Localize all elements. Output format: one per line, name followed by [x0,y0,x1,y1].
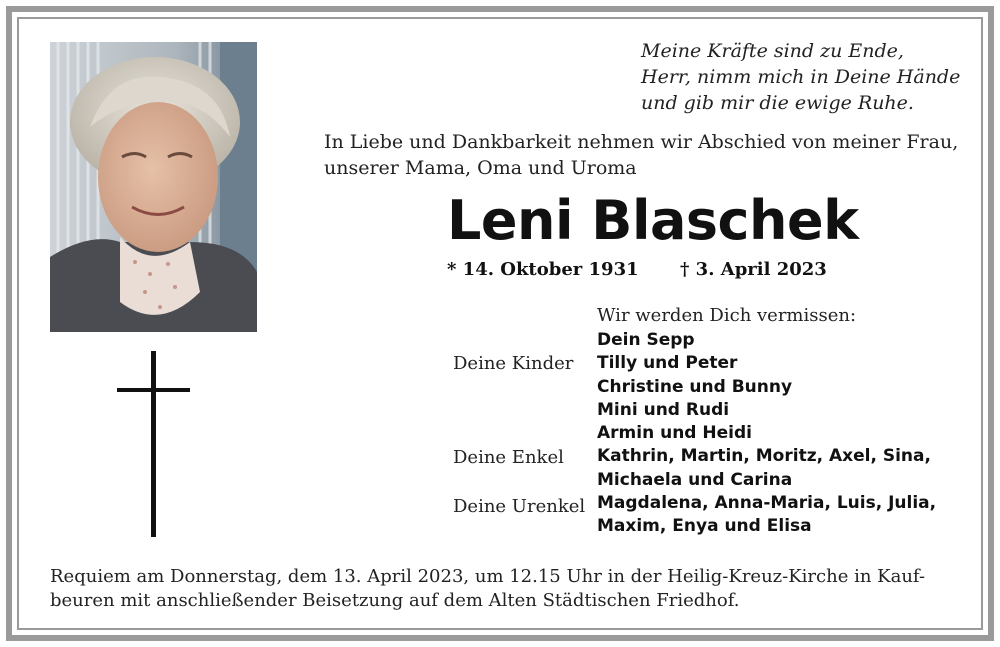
spouse-name: Dein Sepp [597,330,695,350]
great-grandchildren-label: Deine Urenkel [453,496,586,517]
poem-line: Herr, nimm mich in Deine Hände [641,66,961,88]
child-name: Mini und Rudi [597,399,730,420]
birth-date: * 14. Oktober 1931 [447,259,639,280]
death-date: † 3. April 2023 [680,259,827,280]
portrait-photo [50,42,257,332]
cross-icon [117,351,190,537]
intro-text [324,129,964,181]
child-name: Tilly und Peter [597,353,738,374]
mourners-heading: Wir werden Dich vermissen: [597,305,857,326]
child-name: Christine und Bunny [597,376,793,397]
intro-line: In Liebe und Dankbarkeit nehmen wir Abschied von meiner Frau, [324,131,959,153]
grandchildren-line: Michaela und Carina [597,469,793,490]
great-grandchildren-line: Maxim, Enya und Elisa [597,516,812,537]
intro-line: unserer Mama, Oma und Uroma [324,157,637,179]
service-line: beuren mit anschließender Beisetzung auf dem Alten Städtischen Friedhof. [50,590,740,611]
grandchildren-label: Deine Enkel [453,447,564,468]
poem-line: Meine Kräfte sind zu Ende, [641,40,904,62]
grandchildren-line: Kathrin, Martin, Moritz, Axel, Sina, [597,446,931,467]
service-details [50,565,960,613]
deceased-name: Leni Blaschek [447,189,859,252]
great-grandchildren-line: Magdalena, Anna-Maria, Luis, Julia, [597,493,937,514]
poem [641,38,971,116]
poem-line: und gib mir die ewige Ruhe. [641,92,914,114]
service-line: Requiem am Donnerstag, dem 13. April 2023, um 12.15 Uhr in der Heilig-Kreuz-Kirche in Kauf- [50,566,926,587]
mourner-names [597,329,936,539]
child-name: Armin und Heidi [597,423,752,444]
children-label: Deine Kinder [453,353,574,374]
